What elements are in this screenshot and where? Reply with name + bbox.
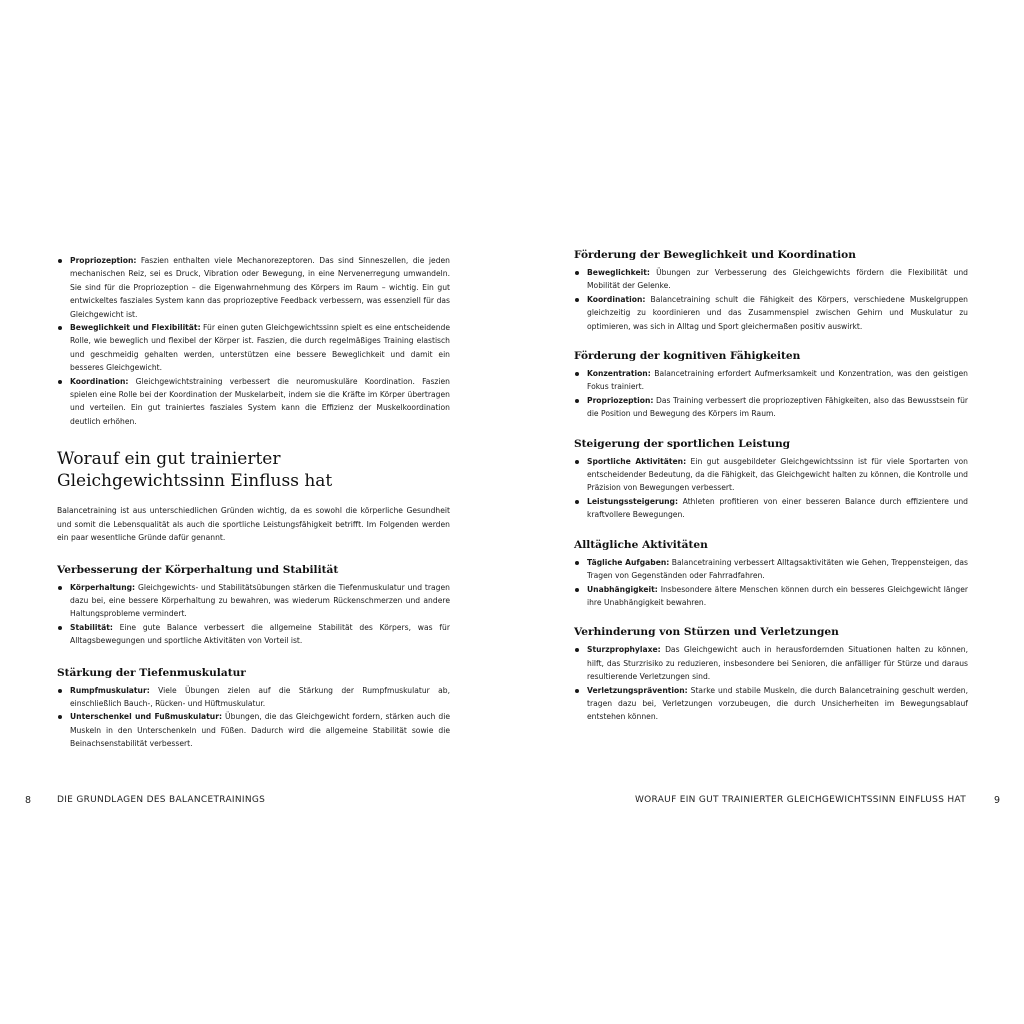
- bullet-item: [57, 254, 450, 321]
- running-footer: DIE GRUNDLAGEN DES BALANCETRAININGS: [57, 795, 266, 805]
- bullet-text: Das Gleichgewicht auch in herausfordernden Situationen halten zu können, hilft, das Sturzrisiko zu reduzieren, insbesondere bei Senioren, die anfälliger für Stürze und daraus resultierende Verletzungen sind.: [587, 645, 968, 682]
- page-number: 8: [25, 795, 32, 806]
- tiefenmuskulatur-bullet-list: [57, 684, 450, 751]
- bullet-text: Für einen guten Gleichgewichtssinn spielt es eine entscheidende Rolle, wie beweglich und flexibel der Körper ist. Faszien, die durch regelmäßiges Training elastisch und geschmeidig gehalten werden, unterstützen eine bessere Beweglichkeit und damit ein besseres Gleichgewicht.: [70, 323, 450, 373]
- right-content-column: [574, 248, 968, 724]
- bullet-text: Ein gut ausgebildeter Gleichgewichtssinn ist für viele Sportarten von entscheidender Bedeutung, da die Fähigkeit, das Gleichgewicht halten zu können, die Kontrolle und Präzision von Bewegungen verbessert.: [587, 456, 968, 493]
- bullet-item: [57, 375, 450, 429]
- bullet-item: [574, 367, 968, 394]
- bullet-term: Koordination:: [587, 294, 646, 304]
- bullet-item: [57, 581, 450, 621]
- bullet-list: [574, 266, 968, 333]
- bullet-term: Konzentration:: [587, 369, 651, 379]
- section-block: [574, 437, 968, 522]
- bullet-item: [574, 556, 968, 583]
- bullet-text: Balancetraining verbessert Alltagsaktivitäten wie Gehen, Treppensteigen, das Tragen von Gegenständen oder Fahrradfahren.: [587, 557, 968, 581]
- bullet-text: Balancetraining schult die Fähigkeit des Körpers, verschiedene Muskelgruppen gleichzeitig zu koordinieren und das Zusammenspiel zwischen Gehirn und Muskulatur zu optimieren, was sich in Alltag und Sport gleichermaßen positiv auswirkt.: [587, 294, 968, 331]
- bullet-text: Übungen zur Verbesserung des Gleichgewichts fördern die Flexibilität und Mobilität der Gelenke.: [587, 268, 968, 291]
- intro-paragraph: Balancetraining ist aus unterschiedlichen Gründen wichtig, da es sowohl die körperliche Gesundheit und somit die Lebensqualität als auch die sportliche Leistungsfähigkeit betrifft. Im Folgenden werden ein paar wesentliche Gründe dafür genannt.: [57, 506, 450, 543]
- bullet-term: Sturzprophylaxe:: [587, 645, 661, 655]
- section-title-line-2: Gleichgewichtssinn Einfluss hat: [57, 471, 333, 492]
- bullet-term: Stabilität:: [70, 622, 113, 632]
- bullet-text: Gleichgewichtstraining verbessert die neuromuskuläre Koordination. Faszien spielen eine Rolle bei der Koordination der Muskelarbeit, indem sie die Kräfte im Körper übertragen und verteilen. Ein gut trainiertes fasziales System kann die Effizienz der Muskelkoordination deutlich erhöhen.: [70, 376, 450, 426]
- bullet-item: [57, 710, 450, 750]
- section-block: [574, 538, 968, 610]
- bullet-text: Insbesondere ältere Menschen können durch ein besseres Gleichgewicht länger ihre Unabhängigkeit bewahren.: [587, 584, 968, 607]
- subheading-tiefenmuskulatur: Stärkung der Tiefenmuskulatur: [57, 666, 246, 679]
- bullet-item: [574, 643, 968, 683]
- bullet-term: Beweglichkeit:: [587, 268, 650, 277]
- bullet-term: Unabhängigkeit:: [587, 584, 658, 594]
- bullet-term: Unterschenkel und Fußmuskulatur:: [70, 712, 222, 722]
- bullet-term: Propriozeption:: [587, 395, 654, 405]
- right-page: [512, 0, 1024, 1024]
- bullet-item: [574, 455, 968, 495]
- left-content-column: [57, 254, 450, 751]
- bullet-text: Faszien enthalten viele Mechanorezeptoren. Das sind Sinneszellen, die jeden mechanischen Reiz, sei es Druck, Vibration oder Bewegung, in eine Nervenerregung umwandeln. Sie sind für die Propriozeption – die Eigenwahrnehmung des Körpers im Raum – wichtig. Ein gut entwickeltes fasziales System kann das propriozeptive Feedback verbessern, was essenziell für das Gleichgewicht ist.: [70, 256, 450, 319]
- bullet-text: Übungen, die das Gleichgewicht fordern, stärken auch die Muskeln in den Unterschenkeln und Füßen. Dadurch wird die allgemeine Stabilität sowie die Beinachsenstabilität verbessert.: [70, 712, 451, 749]
- subheading-koerperhaltung: Verbesserung der Körperhaltung und Stabilität: [57, 563, 339, 576]
- section-title: [57, 448, 450, 492]
- bullet-text: Starke und stabile Muskeln, die durch Balancetraining geschult werden, tragen dazu bei, Verletzungen vorzubeugen, die durch Unsicherheiten im Bewegungsablauf entstehen können.: [587, 685, 968, 722]
- bullet-list: [574, 643, 968, 723]
- bullet-list: [574, 455, 968, 522]
- bullet-term: Rumpfmuskulatur:: [70, 685, 150, 695]
- bullet-term: Propriozeption:: [70, 256, 137, 265]
- bullet-term: Koordination:: [70, 376, 129, 386]
- bullet-text: Das Training verbessert die propriozeptiven Fähigkeiten, also das Bewusstsein für die Position und Bewegung des Körpers im Raum.: [587, 395, 968, 419]
- bullet-text: Viele Übungen zielen auf die Stärkung der Rumpfmuskulatur ab, einschließlich Bauch-, Rücken- und Hüftmuskulatur.: [70, 685, 450, 708]
- bullet-item: [57, 321, 450, 375]
- faszien-bullet-list: [57, 254, 450, 428]
- section-title-line-1: Worauf ein gut trainierter: [57, 449, 281, 470]
- bullet-text: Balancetraining erfordert Aufmerksamkeit und Konzentration, was den geistigen Fokus trainiert.: [587, 369, 968, 392]
- subheading: Verhinderung von Stürzen und Verletzungen: [574, 626, 839, 639]
- bullet-term: Beweglichkeit und Flexibilität:: [70, 323, 201, 333]
- section-block: [574, 349, 968, 421]
- bullet-item: [574, 583, 968, 610]
- bullet-item: [57, 684, 450, 711]
- bullet-term: Leistungssteigerung:: [587, 496, 679, 506]
- bullet-item: [574, 495, 968, 522]
- running-footer: WORAUF EIN GUT TRAINIERTER GLEICHGEWICHTSSINN EINFLUSS HAT: [634, 795, 966, 805]
- section-block: [574, 248, 968, 333]
- bullet-item: [574, 293, 968, 333]
- bullet-term: Tägliche Aufgaben:: [587, 557, 670, 567]
- bullet-item: [574, 266, 968, 293]
- page-number: 9: [993, 795, 1000, 806]
- bullet-text: Gleichgewichts- und Stabilitätsübungen stärken die Tiefenmuskulatur und tragen dazu bei, eine bessere Körperhaltung zu bewahren, was wiederum Rückenschmerzen und andere Haltungsprobleme vermindert.: [70, 582, 450, 619]
- bullet-item: [574, 394, 968, 421]
- bullet-term: Sportliche Aktivitäten:: [587, 456, 687, 466]
- subheading: Förderung der Beweglichkeit und Koordination: [574, 249, 856, 261]
- bullet-item: [57, 621, 450, 648]
- bullet-term: Verletzungsprävention:: [587, 685, 688, 695]
- bullet-item: [574, 684, 968, 724]
- bullet-list: [574, 367, 968, 421]
- bullet-term: Körperhaltung:: [70, 582, 136, 592]
- bullet-text: Athleten profitieren von einer besseren Balance durch effizientere und kraftvollere Bewegungen.: [587, 496, 968, 520]
- bullet-list: [574, 556, 968, 610]
- subheading: Förderung der kognitiven Fähigkeiten: [574, 350, 801, 363]
- section-block: [574, 625, 968, 723]
- koerperhaltung-bullet-list: [57, 581, 450, 648]
- bullet-text: Eine gute Balance verbessert die allgemeine Stabilität des Körpers, was für Alltagsbewegungen und sportliche Aktivitäten von Vorteil ist.: [70, 622, 450, 646]
- subheading: Steigerung der sportlichen Leistung: [574, 437, 791, 450]
- subheading: Alltägliche Aktivitäten: [574, 538, 708, 551]
